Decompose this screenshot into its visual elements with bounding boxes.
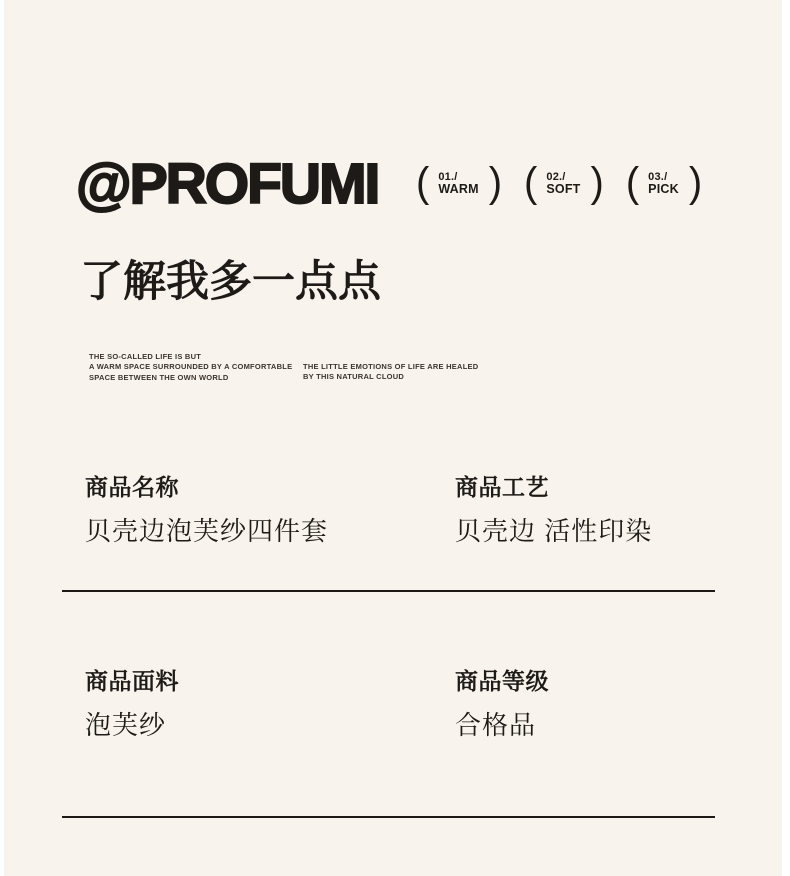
- feature-tag-pick: [626, 160, 702, 206]
- right-paren-icon: ): [488, 159, 503, 207]
- note-line: THE LITTLE EMOTIONS OF LIFE ARE HEALED: [303, 362, 479, 371]
- feature-tag-text: [537, 171, 590, 196]
- intro-note-left: [89, 352, 292, 383]
- tag-label: SOFT: [546, 181, 581, 196]
- tag-number: 01./: [438, 170, 458, 183]
- brand-logo: @PROFUMI: [76, 152, 379, 216]
- tag-label: WARM: [438, 181, 479, 196]
- right-paren-icon: ): [590, 159, 604, 207]
- section-title: 了解我多一点点: [80, 258, 381, 306]
- product-info-page: [4, 0, 782, 876]
- section-divider: [62, 816, 715, 818]
- feature-tag-text: [429, 171, 488, 196]
- spec-label: 商品等级: [455, 668, 549, 694]
- spec-label: 商品面料: [85, 668, 179, 694]
- left-paren-icon: (: [524, 159, 538, 207]
- note-line: SPACE BETWEEN THE OWN WORLD: [89, 372, 229, 382]
- spec-product-craft: [455, 472, 652, 547]
- note-line: A WARM SPACE SURROUNDED BY A COMFORTABLE: [89, 362, 293, 372]
- spec-value: 合格品: [455, 710, 537, 740]
- right-paren-icon: ): [688, 159, 703, 207]
- spec-label: 商品名称: [85, 474, 179, 500]
- spec-label: 商品工艺: [455, 474, 549, 500]
- spec-value: 贝壳边 活性印染: [455, 516, 653, 546]
- left-paren-icon: (: [416, 159, 430, 207]
- tag-number: 03./: [648, 170, 668, 183]
- feature-tag-soft: [524, 160, 604, 206]
- spec-value: 贝壳边泡芙纱四件套: [85, 516, 329, 546]
- spec-product-fabric: [85, 666, 179, 741]
- section-divider: [62, 590, 715, 592]
- spec-product-grade: [455, 666, 549, 741]
- intro-note-right: [303, 362, 478, 383]
- spec-value: 泡芙纱: [85, 710, 167, 740]
- feature-tag-list: [416, 160, 702, 206]
- feature-tag-warm: [416, 160, 502, 206]
- tag-label: PICK: [648, 181, 679, 196]
- note-line: THE SO-CALLED LIFE IS BUT: [89, 352, 202, 361]
- tag-number: 02./: [546, 170, 566, 183]
- note-line: BY THIS NATURAL CLOUD: [303, 372, 405, 382]
- feature-tag-text: [639, 171, 689, 196]
- left-paren-icon: (: [625, 159, 640, 207]
- spec-product-name: [85, 472, 328, 547]
